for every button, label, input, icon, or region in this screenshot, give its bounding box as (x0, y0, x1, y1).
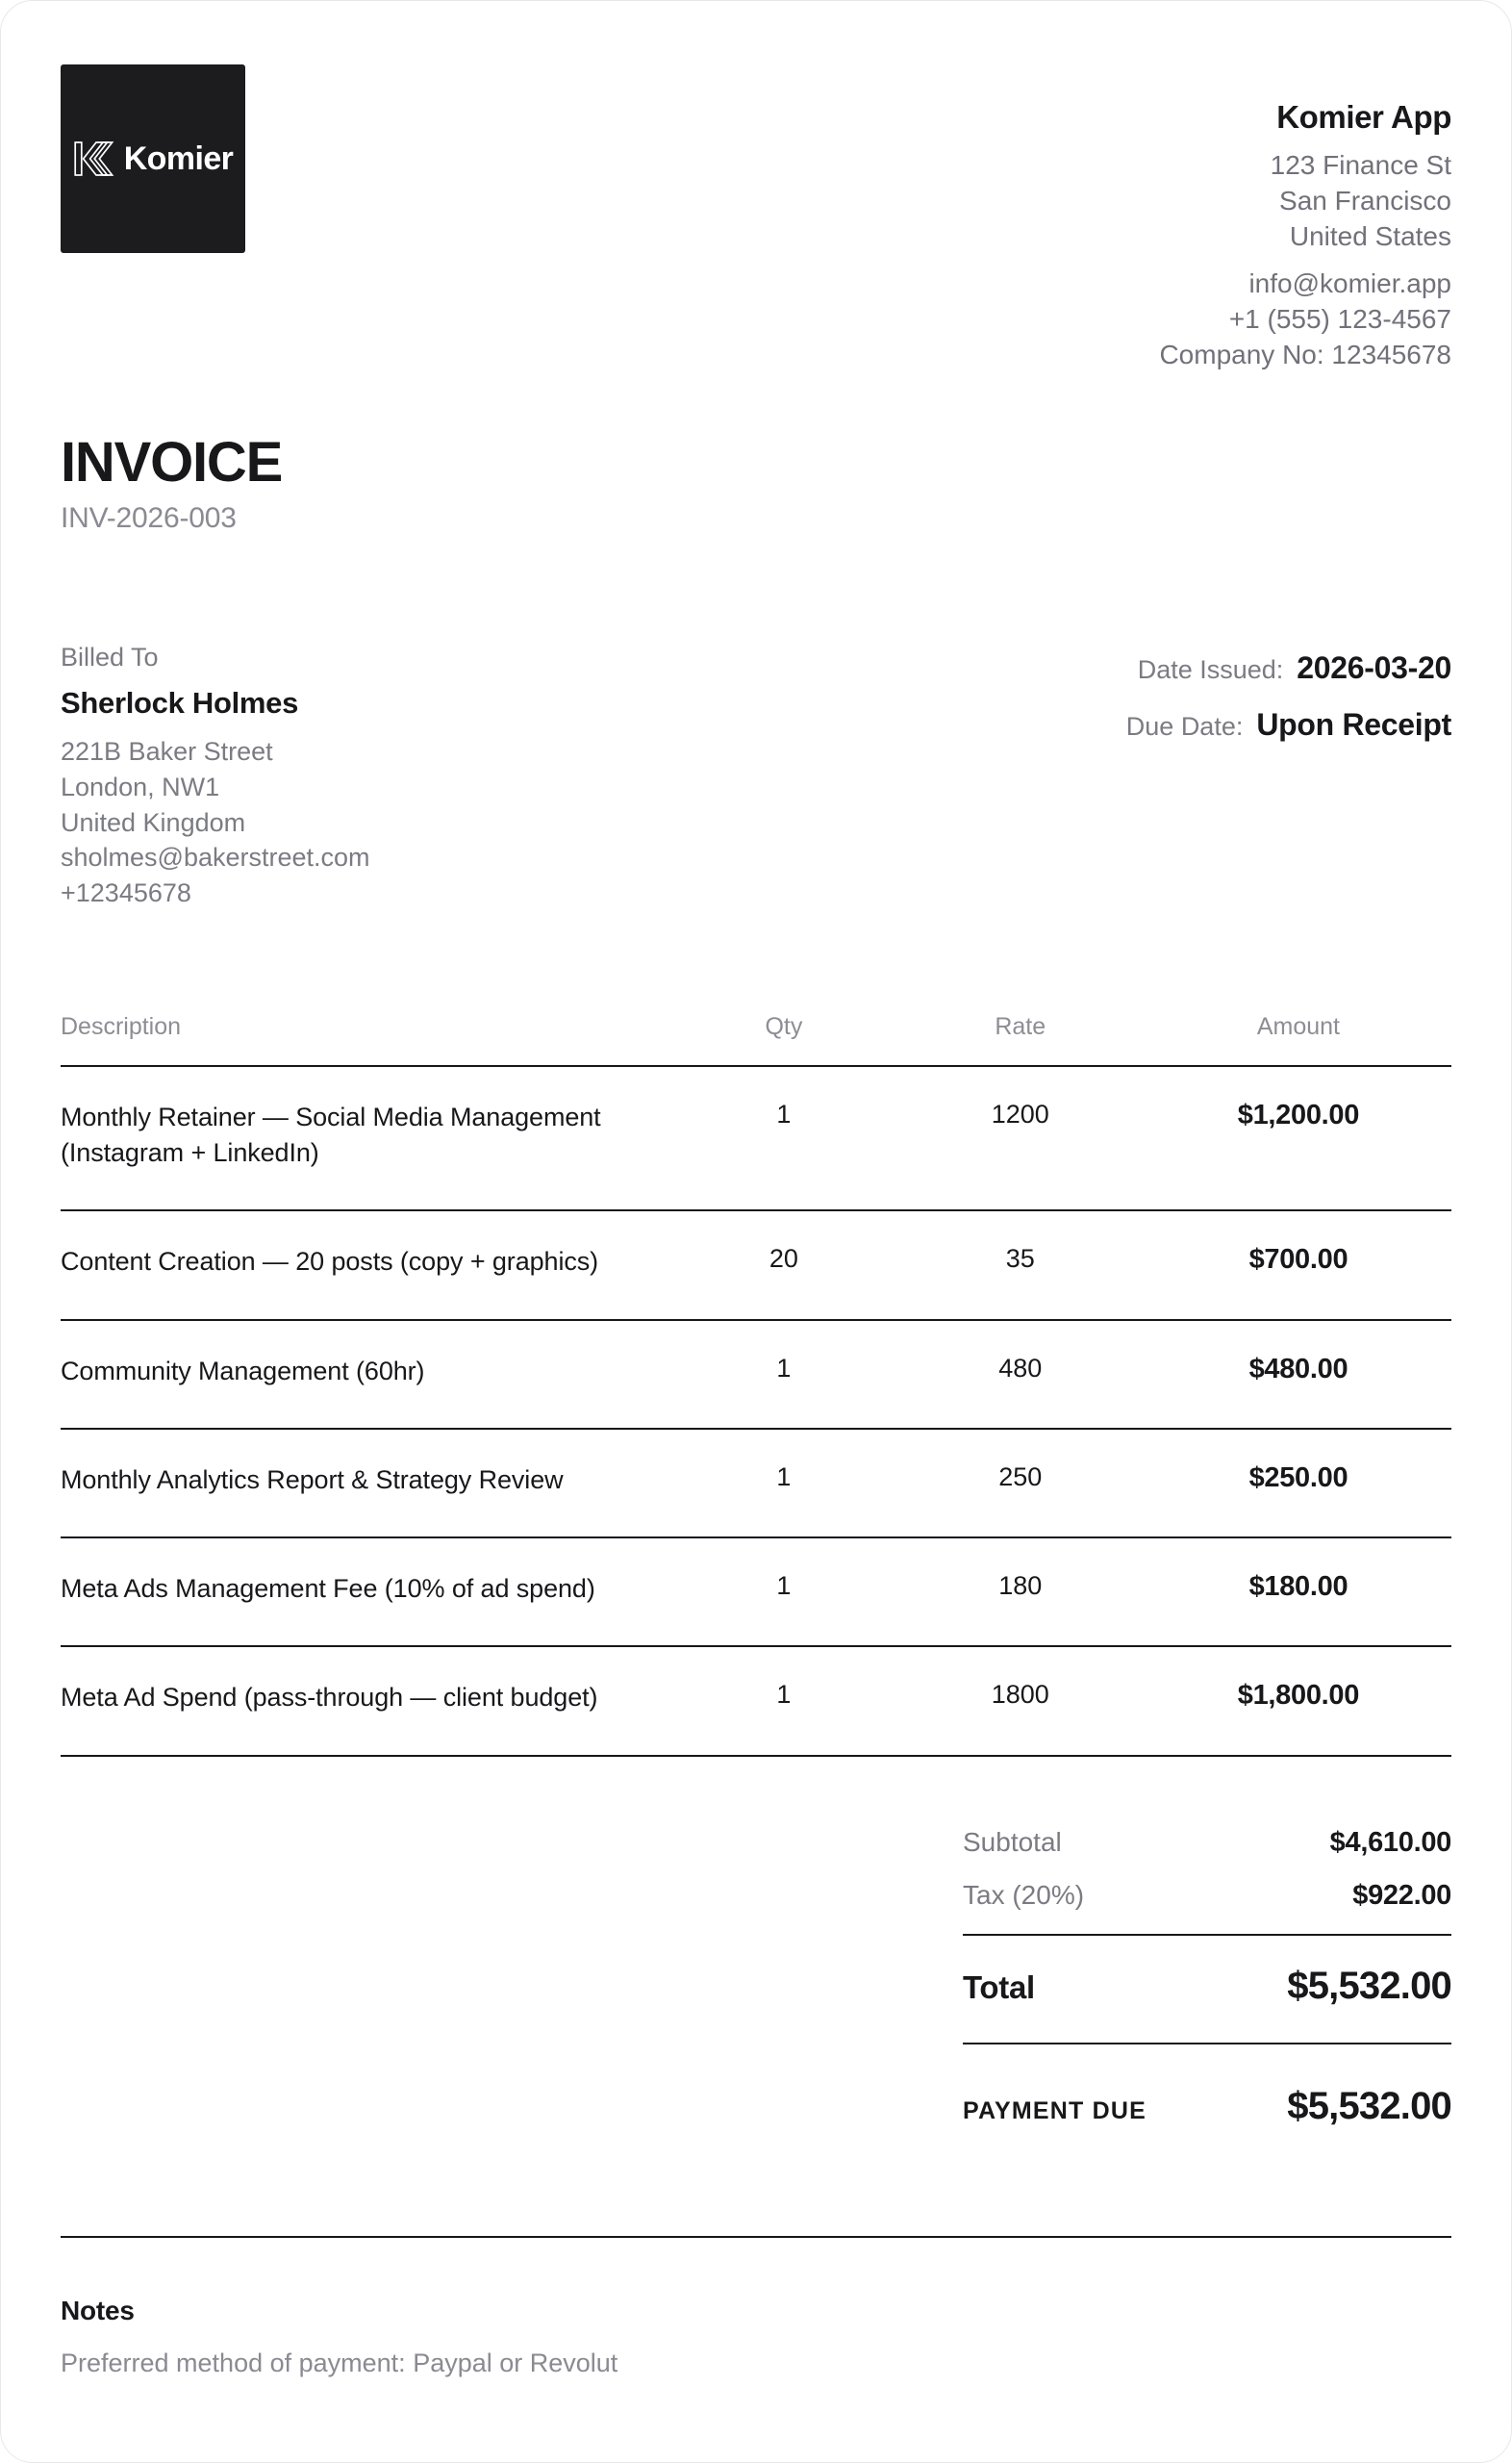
cell-description: Content Creation — 20 posts (copy + graphics) (61, 1247, 599, 1277)
notes-divider (61, 2236, 1451, 2238)
column-header-rate: Rate (995, 1012, 1046, 1040)
table-row (61, 1320, 1451, 1429)
cell-amount: $480.00 (1248, 1353, 1348, 1384)
invoice-number: INV-2026-003 (61, 502, 237, 535)
notes-body: Preferred method of payment: Paypal or Revolut (61, 2348, 618, 2377)
table-row (61, 1429, 1451, 1537)
date-issued-row (1126, 650, 1451, 686)
komier-k-icon (73, 138, 115, 180)
cell-description: Monthly Retainer — Social Media Management (Instagram + LinkedIn) (61, 1102, 601, 1168)
cell-qty: 1 (776, 1571, 792, 1601)
cell-rate: 1800 (991, 1680, 1049, 1710)
client-email: sholmes@bakerstreet.com (61, 843, 370, 873)
cell-description: Meta Ads Management Fee (10% of ad spend) (61, 1574, 595, 1604)
company-registration-number: Company No: 12345678 (1159, 339, 1451, 369)
company-logo (61, 64, 245, 253)
spacer (1159, 255, 1451, 267)
tax-value: $922.00 (1352, 1879, 1451, 1911)
date-issued-value: 2026-03-20 (1297, 650, 1451, 686)
logo-wordmark: Komier (123, 140, 234, 177)
invoice-title-block (61, 430, 1451, 535)
subtotal-label: Subtotal (963, 1826, 1062, 1857)
cell-rate: 1200 (991, 1099, 1049, 1129)
cell-description: Meta Ad Spend (pass-through — client budget) (61, 1683, 598, 1713)
table-head (61, 1013, 1451, 1066)
table-row (61, 1646, 1451, 1755)
cell-rate: 480 (998, 1353, 1043, 1383)
logo-inner (73, 138, 234, 180)
due-date-label: Due Date: (1125, 712, 1244, 742)
cell-qty: 1 (776, 1680, 792, 1710)
cell-description: Monthly Analytics Report & Strategy Review (61, 1464, 564, 1494)
total-row (963, 1936, 1451, 2031)
cell-qty: 1 (776, 1353, 792, 1383)
notes-title: Notes (61, 2295, 135, 2325)
cell-qty: 1 (776, 1461, 792, 1491)
company-details (1159, 64, 1451, 373)
tax-label: Tax (20%) (963, 1879, 1085, 1910)
cell-rate: 250 (998, 1461, 1043, 1491)
line-items-table (61, 1013, 1451, 1757)
total-value: $5,532.00 (1287, 1964, 1451, 2007)
client-address-line1: 221B Baker Street (61, 737, 273, 767)
cell-amount: $700.00 (1248, 1244, 1348, 1276)
line-items-section (61, 1013, 1451, 1757)
cell-amount: $1,800.00 (1237, 1680, 1360, 1712)
payment-due-row (963, 2044, 1451, 2128)
company-address-line1: 123 Finance St (1270, 150, 1451, 180)
payment-due-label: PAYMENT DUE (963, 2096, 1147, 2124)
notes-section (61, 2296, 1451, 2382)
date-issued-label: Date Issued: (1137, 655, 1284, 685)
company-country: United States (1289, 220, 1451, 251)
cell-qty: 1 (776, 1099, 792, 1129)
table-row (61, 1537, 1451, 1646)
due-date-row (1126, 707, 1451, 743)
due-date-value: Upon Receipt (1256, 707, 1451, 743)
billed-to-block (61, 643, 370, 911)
page-title: INVOICE (61, 430, 283, 494)
cell-amount: $1,200.00 (1237, 1099, 1360, 1130)
company-phone: +1 (555) 123-4567 (1228, 303, 1451, 334)
subtotal-row (963, 1816, 1451, 1869)
totals-block (963, 1816, 1451, 2128)
cell-description: Community Management (60hr) (61, 1356, 425, 1385)
column-header-description: Description (61, 1012, 182, 1040)
total-label: Total (963, 1968, 1035, 2005)
table-row (61, 1210, 1451, 1319)
client-name: Sherlock Holmes (61, 686, 299, 721)
cell-amount: $180.00 (1248, 1571, 1348, 1603)
cell-rate: 180 (998, 1571, 1043, 1601)
billed-to-label: Billed To (61, 643, 159, 673)
cell-rate: 35 (1005, 1244, 1035, 1274)
tax-row (963, 1869, 1451, 1922)
table-header-row (61, 1013, 1451, 1066)
invoice-header (61, 61, 1451, 373)
company-email: info@komier.app (1248, 267, 1451, 298)
column-header-amount: Amount (1256, 1012, 1341, 1040)
client-address-line2: London, NW1 (61, 772, 220, 801)
dates-block (1126, 643, 1451, 764)
client-country: United Kingdom (61, 807, 246, 837)
table-row (61, 1066, 1451, 1211)
parties-section (61, 643, 1451, 911)
cell-amount: $250.00 (1248, 1461, 1348, 1493)
payment-due-value: $5,532.00 (1287, 2084, 1451, 2127)
totals-section (61, 1816, 1451, 2128)
company-name: Komier App (1276, 99, 1451, 135)
client-phone: +12345678 (61, 878, 191, 908)
cell-qty: 20 (769, 1244, 798, 1274)
subtotal-value: $4,610.00 (1329, 1826, 1451, 1858)
table-body (61, 1066, 1451, 1756)
company-city: San Francisco (1279, 185, 1451, 216)
column-header-qty: Qty (765, 1012, 803, 1040)
